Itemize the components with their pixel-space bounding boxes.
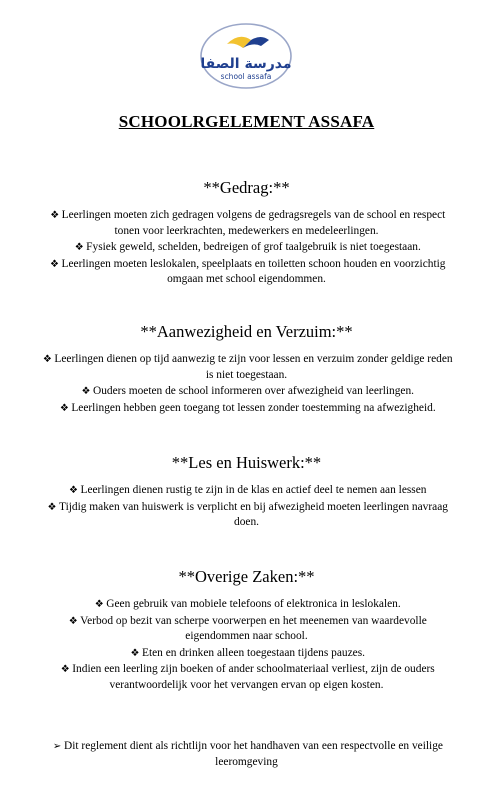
list-item-text: Tijdig maken van huiswerk is verplicht en bij afwezigheid moeten leerlingen navraag doen. (59, 500, 448, 528)
list-item-text: Leerlingen moeten zich gedragen volgens de gedragsregels van de school en respect tonen voor leerkrachten, medewerkers en medeleerlingen. (61, 209, 446, 237)
section-heading: **Overige Zaken:** (178, 567, 315, 586)
diamond-bullet-icon: ❖ (68, 615, 78, 627)
diamond-bullet-icon: ❖ (74, 242, 84, 253)
list-item (0, 208, 493, 239)
school-logo-icon (199, 22, 293, 90)
section-heading: **Les en Huiswerk:** (171, 453, 322, 472)
diamond-bullet-icon: ❖ (50, 258, 59, 270)
diamond-bullet-icon: ❖ (130, 647, 140, 659)
list-item (0, 384, 493, 400)
list-item-text: Indien een leerling zijn boeken of ander schoolmateriaal verliest, zijn de ouders verantwoordelijk voor het vervangen ervan op eigen kosten. (72, 663, 435, 691)
diamond-bullet-icon: ❖ (59, 402, 69, 414)
list-item (0, 257, 493, 288)
list-item (0, 240, 493, 256)
footer-text: Dit reglement dient als richtlijn voor het handhaven van een respectvolle en veilige leeromgeving (64, 740, 443, 768)
list-item (0, 662, 493, 693)
page-title: SCHOOLRGELEMENT ASSAFA (118, 112, 375, 131)
list-item-text: Leerlingen dienen rustig te zijn in de klas en actief deel te nemen aan lessen (80, 484, 427, 496)
diamond-bullet-icon: ❖ (47, 501, 57, 513)
list-item-text: Eten en drinken alleen toegestaan tijdens pauzes. (142, 646, 365, 659)
list-item (0, 483, 493, 499)
arrow-bullet-icon: ➢ (52, 741, 62, 752)
section-heading: **Aanwezigheid en Verzuim:** (140, 322, 353, 341)
section-les-huiswerk (0, 453, 493, 532)
diamond-bullet-icon: ❖ (81, 386, 91, 397)
diamond-bullet-icon: ❖ (42, 354, 52, 365)
list-item-text: Verbod op bezit van scherpe voorwerpen en het meenemen van waardevolle eigendommen naar school. (80, 614, 427, 642)
list-item (0, 401, 493, 417)
section-overige-zaken (0, 567, 493, 694)
footer-note (0, 739, 493, 770)
section-heading: **Gedrag:** (203, 178, 290, 197)
diamond-bullet-icon: ❖ (50, 210, 60, 221)
list-item (0, 500, 493, 531)
list-item-text: Ouders moeten de school informeren over afwezigheid van leerlingen. (92, 385, 415, 397)
school-logo (199, 22, 293, 90)
list-item (0, 597, 493, 613)
list-item-text: Fysiek geweld, schelden, bedreigen of grof taalgebruik is niet toegestaan. (86, 241, 421, 253)
section-gedrag (0, 178, 493, 289)
list-item (0, 646, 493, 662)
list-item (0, 614, 493, 645)
logo-latin-text: school assafa (220, 72, 272, 81)
list-item-text: Leerlingen dienen op tijd aanwezig te zijn voor lessen en verzuim zonder geldige reden is niet toegestaan. (54, 353, 453, 381)
logo-arabic-text: مدرسة الصفا (200, 56, 292, 72)
list-item-text: Leerlingen hebben geen toegang tot lessen zonder toestemming na afwezigheid. (71, 401, 436, 414)
list-item-text: Leerlingen moeten leslokalen, speelplaats en toiletten schoon houden en voorzichtig omgaan met school eigendommen. (61, 257, 446, 285)
diamond-bullet-icon: ❖ (94, 599, 104, 610)
list-item (0, 352, 493, 383)
list-item-text: Geen gebruik van mobiele telefoons of elektronica in leslokalen. (106, 598, 401, 610)
section-aanwezigheid (0, 322, 493, 417)
diamond-bullet-icon: ❖ (69, 485, 78, 496)
diamond-bullet-icon: ❖ (60, 664, 70, 675)
